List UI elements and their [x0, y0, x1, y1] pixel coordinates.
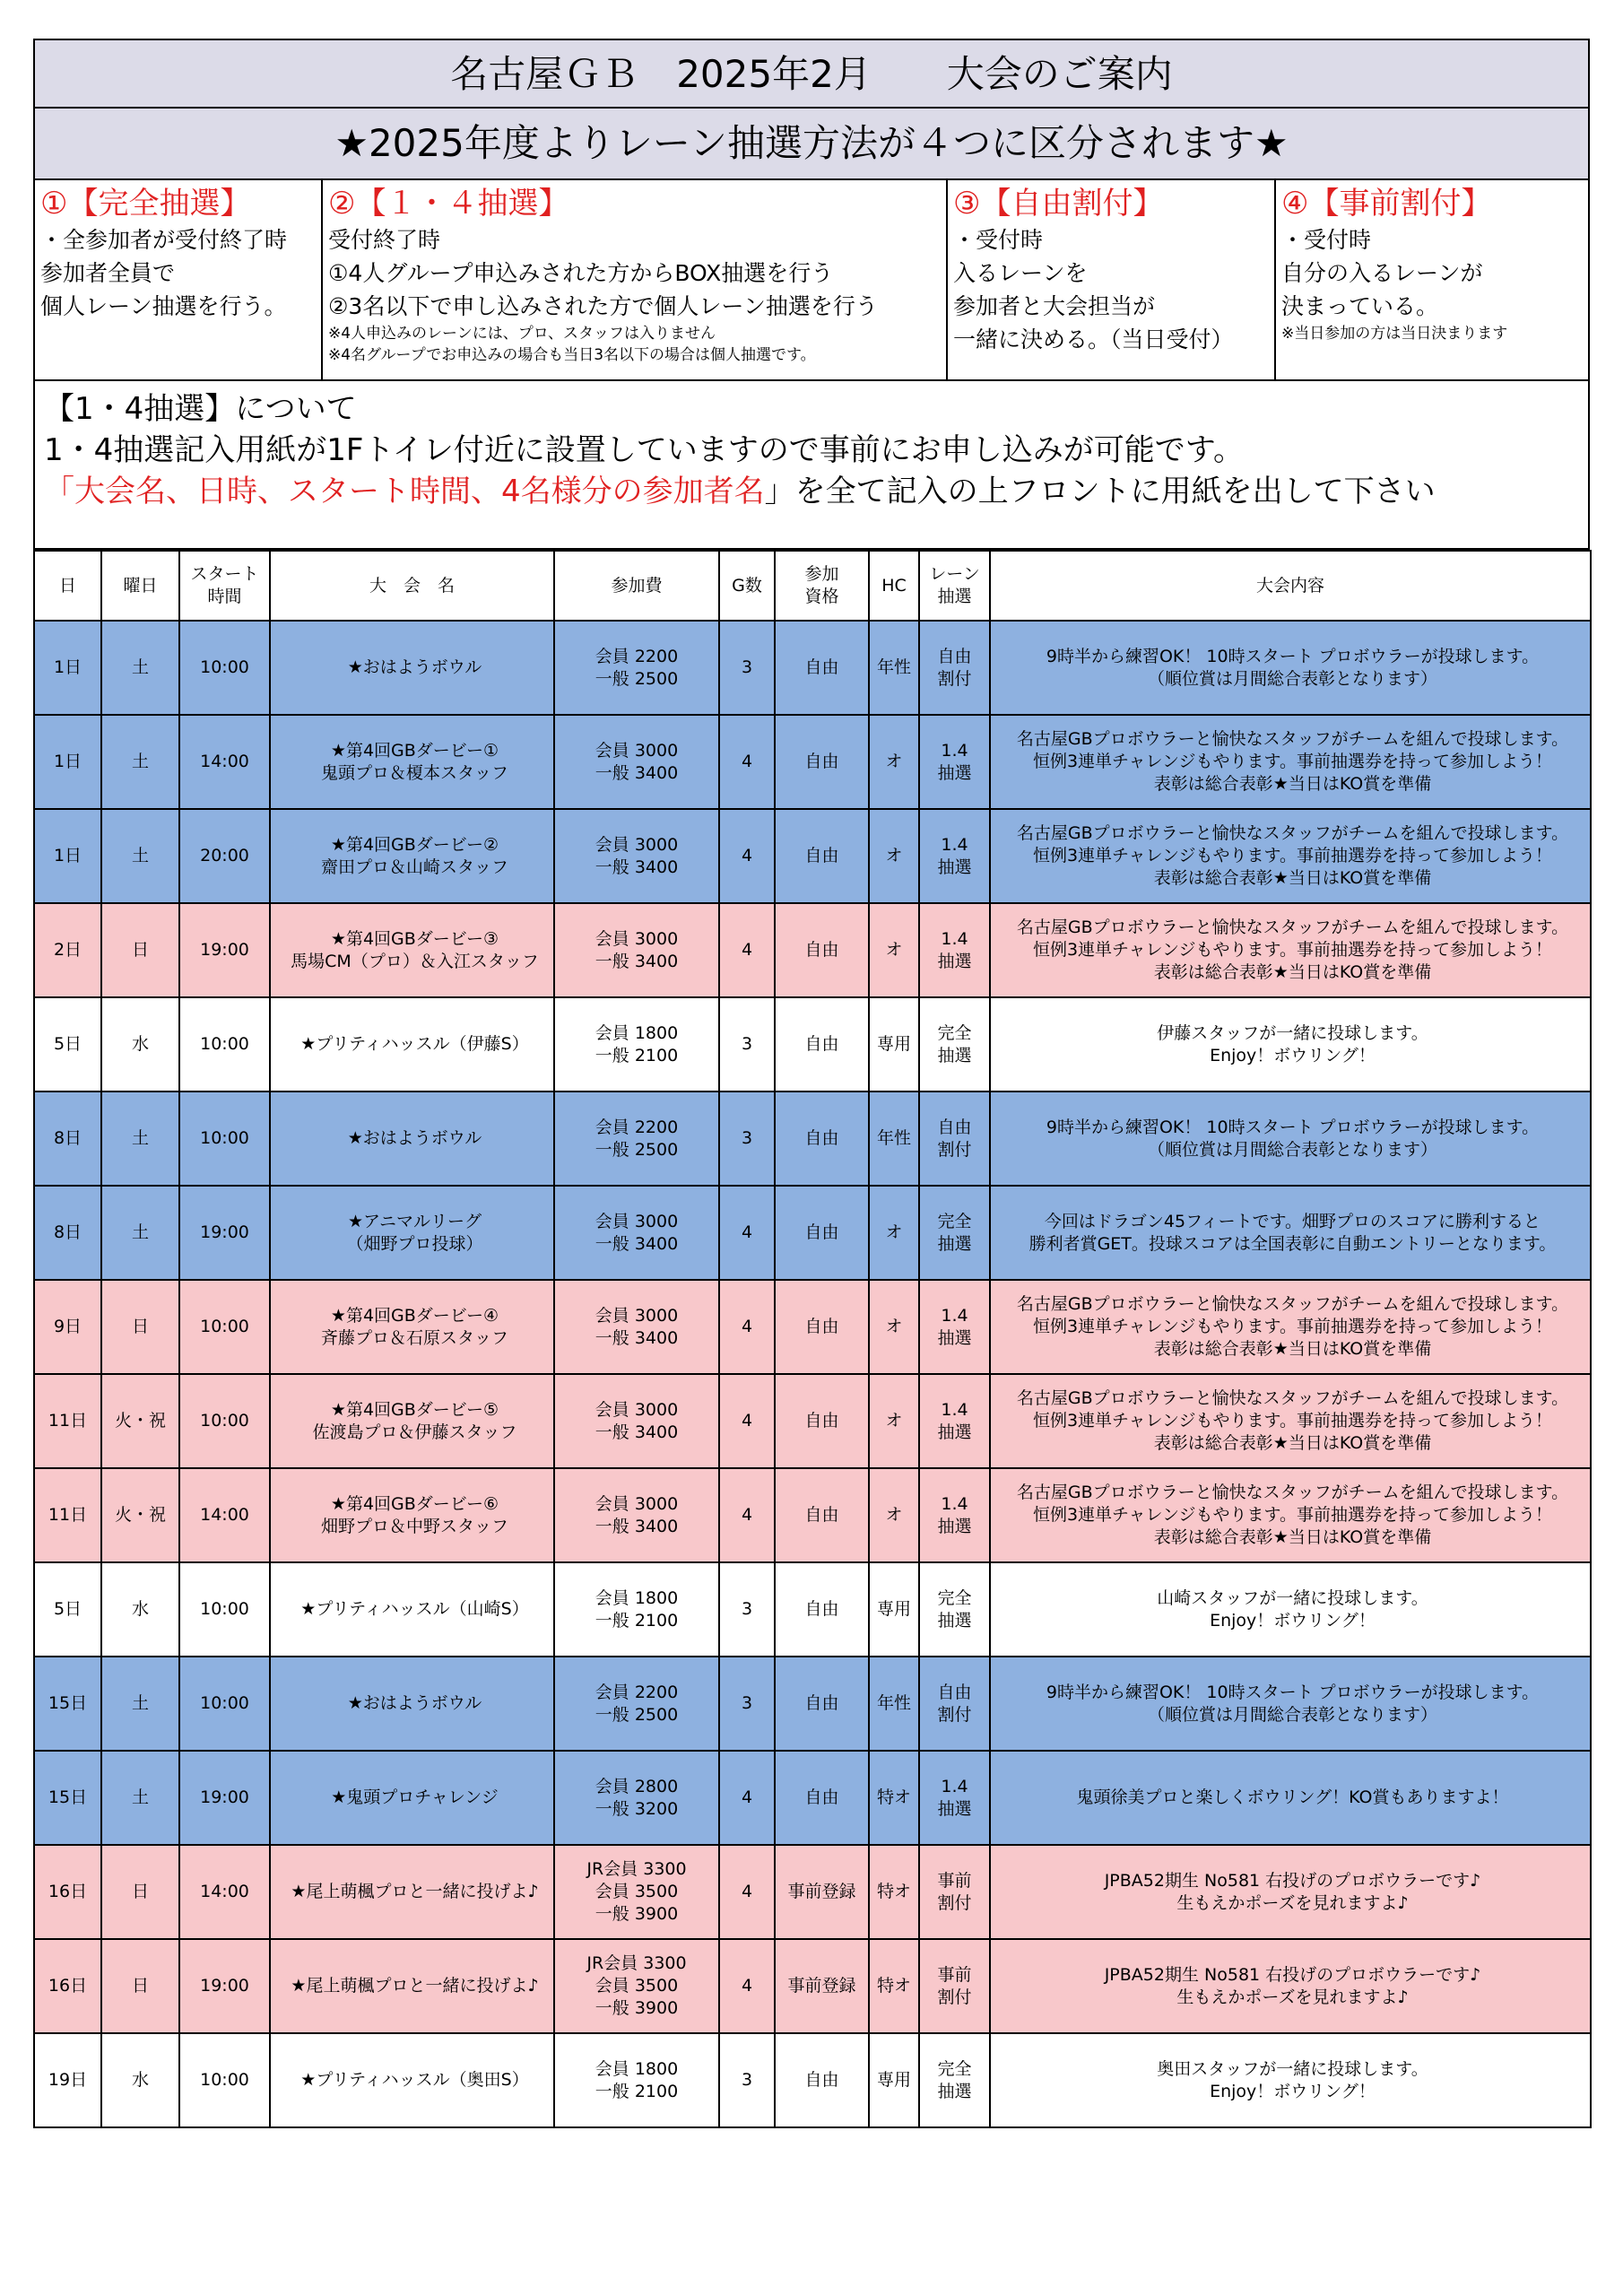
table-row [34, 997, 1591, 1091]
cell-qualification: 自由 [775, 1374, 869, 1468]
method-line: 参加者と大会担当が [953, 293, 1156, 319]
about-required-fields: 「大会名、日時、スタート時間、4名様分の参加者名 [44, 474, 765, 509]
cell-start-time: 10:00 [179, 1280, 270, 1374]
cell-games: 3 [719, 1562, 775, 1657]
about-instructions-rest: 」を全て記入の上フロントに用紙を出して下さい [764, 474, 1436, 509]
method-line: ・全参加者が受付終了時 [40, 227, 288, 253]
cell-day: 15日 [34, 1751, 101, 1845]
cell-weekday: 土 [101, 1751, 179, 1845]
table-row [34, 903, 1591, 997]
cell-event-name: ★プリティハッスル（奥田S） [270, 2033, 554, 2127]
cell-lane-draw: 自由 割付 [919, 1657, 990, 1751]
cell-handicap: 年性 [869, 1657, 919, 1751]
method-line: ・受付時 [1281, 227, 1372, 253]
cell-day: 16日 [34, 1939, 101, 2033]
cell-games: 4 [719, 1939, 775, 2033]
cell-day: 11日 [34, 1374, 101, 1468]
cell-handicap: オ [869, 1374, 919, 1468]
cell-start-time: 19:00 [179, 903, 270, 997]
col-header-event-name: 大 会 名 [270, 551, 554, 621]
cell-games: 3 [719, 1657, 775, 1751]
cell-qualification: 自由 [775, 621, 869, 715]
cell-games: 4 [719, 1186, 775, 1280]
table-row [34, 621, 1591, 715]
cell-fee: 会員 3000 一般 3400 [554, 715, 719, 809]
cell-games: 3 [719, 1091, 775, 1186]
cell-qualification: 自由 [775, 997, 869, 1091]
cell-lane-draw: 自由 割付 [919, 1091, 990, 1186]
cell-day: 19日 [34, 2033, 101, 2127]
cell-event-name: ★鬼頭プロチャレンジ [270, 1751, 554, 1845]
cell-event-name: ★第4回GBダービー④ 斉藤プロ＆石原スタッフ [270, 1280, 554, 1374]
method-1-4-draw [323, 178, 948, 379]
cell-event-name: ★おはようボウル [270, 1091, 554, 1186]
cell-fee: 会員 3000 一般 3400 [554, 1186, 719, 1280]
cell-fee: 会員 3000 一般 3400 [554, 903, 719, 997]
cell-details: 名古屋GBプロボウラーと愉快なスタッフがチームを組んで投球します。 恒例3連単チャレンジもやります。事前抽選券を持って参加しよう！ 表彰は総合表彰★当日はKO賞を準備 [990, 809, 1591, 903]
cell-event-name: ★第4回GBダービー② 齋田プロ＆山崎スタッフ [270, 809, 554, 903]
cell-weekday: 日 [101, 1845, 179, 1939]
page-subtitle: ★2025年度よりレーン抽選方法が４つに区分されます★ [33, 109, 1590, 180]
cell-qualification: 自由 [775, 1657, 869, 1751]
cell-fee: 会員 2800 一般 3200 [554, 1751, 719, 1845]
col-header-weekday: 曜日 [101, 551, 179, 621]
table-row [34, 809, 1591, 903]
col-header-handicap: HC [869, 551, 919, 621]
cell-fee: 会員 3000 一般 3400 [554, 1468, 719, 1562]
cell-day: 1日 [34, 621, 101, 715]
cell-event-name: ★プリティハッスル（伊藤S） [270, 997, 554, 1091]
page-title: 名古屋ＧＢ 2025年2月 大会のご案内 [33, 39, 1590, 109]
cell-lane-draw: 1.4 抽選 [919, 903, 990, 997]
cell-handicap: 年性 [869, 621, 919, 715]
cell-games: 4 [719, 1280, 775, 1374]
cell-event-name: ★第4回GBダービー③ 馬場CM（プロ）＆入江スタッフ [270, 903, 554, 997]
method-title: ②【１・４抽選】 [328, 186, 569, 222]
lane-draw-methods [33, 178, 1590, 381]
cell-day: 11日 [34, 1468, 101, 1562]
about-1-4-draw [33, 381, 1590, 550]
table-row [34, 1468, 1591, 1562]
cell-lane-draw: 1.4 抽選 [919, 715, 990, 809]
cell-start-time: 19:00 [179, 1939, 270, 2033]
cell-start-time: 19:00 [179, 1186, 270, 1280]
about-instructions [44, 471, 1579, 512]
cell-fee: 会員 3000 一般 3400 [554, 1374, 719, 1468]
table-row [34, 1939, 1591, 2033]
method-line: 自分の入るレーンが [1281, 260, 1483, 286]
cell-details: 9時半から練習OK！ 10時スタート プロボウラーが投球します。 （順位賞は月間総合表彰となります） [990, 1657, 1591, 1751]
cell-qualification: 自由 [775, 715, 869, 809]
cell-qualification: 自由 [775, 1562, 869, 1657]
cell-details: 奥田スタッフが一緒に投球します。 Enjoy！ボウリング！ [990, 2033, 1591, 2127]
cell-details: 9時半から練習OK！ 10時スタート プロボウラーが投球します。 （順位賞は月間総合表彰となります） [990, 621, 1591, 715]
cell-start-time: 14:00 [179, 715, 270, 809]
cell-lane-draw: 1.4 抽選 [919, 1468, 990, 1562]
cell-handicap: オ [869, 715, 919, 809]
table-row [34, 1280, 1591, 1374]
cell-event-name: ★おはようボウル [270, 621, 554, 715]
cell-handicap: 特オ [869, 1751, 919, 1845]
cell-details: 名古屋GBプロボウラーと愉快なスタッフがチームを組んで投球します。 恒例3連単チャレンジもやります。事前抽選券を持って参加しよう！ 表彰は総合表彰★当日はKO賞を準備 [990, 903, 1591, 997]
col-header-start-time: スタート 時間 [179, 551, 270, 621]
cell-qualification: 自由 [775, 2033, 869, 2127]
table-row [34, 715, 1591, 809]
cell-games: 3 [719, 2033, 775, 2127]
cell-games: 4 [719, 1374, 775, 1468]
cell-event-name: ★アニマルリーグ （畑野プロ投球） [270, 1186, 554, 1280]
method-line: ・受付時 [953, 227, 1044, 253]
cell-qualification: 自由 [775, 1280, 869, 1374]
method-line: 入るレーンを [953, 260, 1088, 286]
cell-start-time: 10:00 [179, 1091, 270, 1186]
cell-qualification: 自由 [775, 1186, 869, 1280]
cell-qualification: 自由 [775, 1091, 869, 1186]
cell-weekday: 土 [101, 809, 179, 903]
cell-day: 9日 [34, 1280, 101, 1374]
cell-lane-draw: 完全 抽選 [919, 1562, 990, 1657]
table-row [34, 1186, 1591, 1280]
cell-games: 4 [719, 715, 775, 809]
cell-start-time: 19:00 [179, 1751, 270, 1845]
method-note: ※当日参加の方は当日決まります [1281, 325, 1508, 343]
cell-games: 4 [719, 809, 775, 903]
method-note: ※4人申込みのレーンには、プロ、スタッフは入りません [328, 325, 716, 343]
cell-day: 8日 [34, 1091, 101, 1186]
cell-fee: 会員 2200 一般 2500 [554, 1091, 719, 1186]
cell-qualification: 事前登録 [775, 1845, 869, 1939]
method-line: 個人レーン抽選を行う。 [40, 293, 287, 319]
cell-event-name: ★尾上萌楓プロと一緒に投げよ♪ [270, 1939, 554, 2033]
cell-handicap: 特オ [869, 1845, 919, 1939]
col-header-fee: 参加費 [554, 551, 719, 621]
cell-handicap: オ [869, 1280, 919, 1374]
cell-start-time: 10:00 [179, 621, 270, 715]
cell-fee: 会員 2200 一般 2500 [554, 1657, 719, 1751]
cell-games: 4 [719, 1468, 775, 1562]
table-row [34, 1374, 1591, 1468]
method-line: 参加者全員で [40, 260, 176, 286]
cell-details: 9時半から練習OK！ 10時スタート プロボウラーが投球します。 （順位賞は月間総合表彰となります） [990, 1091, 1591, 1186]
cell-day: 15日 [34, 1657, 101, 1751]
table-row [34, 1657, 1591, 1751]
cell-day: 5日 [34, 1562, 101, 1657]
table-row [34, 1845, 1591, 1939]
cell-start-time: 14:00 [179, 1845, 270, 1939]
cell-handicap: 専用 [869, 1562, 919, 1657]
method-pre-assign [1276, 178, 1588, 379]
cell-lane-draw: 事前 割付 [919, 1939, 990, 2033]
cell-lane-draw: 自由 割付 [919, 621, 990, 715]
cell-weekday: 土 [101, 715, 179, 809]
about-text: 1・4抽選記入用紙が1Fトイレ付近に設置していますので事前にお申し込みが可能です。 [44, 432, 1245, 468]
cell-lane-draw: 1.4 抽選 [919, 809, 990, 903]
cell-start-time: 10:00 [179, 997, 270, 1091]
table-row [34, 2033, 1591, 2127]
cell-handicap: オ [869, 903, 919, 997]
method-line: ①4人グループ申込みされた方からBOX抽選を行う [328, 260, 834, 286]
method-line: 決まっている。 [1281, 293, 1439, 319]
cell-handicap: オ [869, 1186, 919, 1280]
cell-qualification: 自由 [775, 1751, 869, 1845]
cell-lane-draw: 1.4 抽選 [919, 1751, 990, 1845]
table-row [34, 1562, 1591, 1657]
cell-weekday: 土 [101, 621, 179, 715]
cell-games: 3 [719, 621, 775, 715]
cell-lane-draw: 完全 抽選 [919, 997, 990, 1091]
table-row [34, 1751, 1591, 1845]
cell-qualification: 事前登録 [775, 1939, 869, 2033]
cell-handicap: 専用 [869, 997, 919, 1091]
cell-day: 5日 [34, 997, 101, 1091]
cell-weekday: 土 [101, 1186, 179, 1280]
col-header-details: 大会内容 [990, 551, 1591, 621]
cell-details: 伊藤スタッフが一緒に投球します。 Enjoy！ボウリング！ [990, 997, 1591, 1091]
cell-weekday: 火・祝 [101, 1468, 179, 1562]
method-free-assign [948, 178, 1276, 379]
cell-event-name: ★第4回GBダービー⑥ 畑野プロ＆中野スタッフ [270, 1468, 554, 1562]
cell-weekday: 水 [101, 2033, 179, 2127]
cell-games: 4 [719, 1751, 775, 1845]
cell-fee: JR会員 3300 会員 3500 一般 3900 [554, 1845, 719, 1939]
cell-games: 3 [719, 997, 775, 1091]
cell-lane-draw: 1.4 抽選 [919, 1374, 990, 1468]
cell-start-time: 10:00 [179, 1374, 270, 1468]
cell-event-name: ★第4回GBダービー⑤ 佐渡島プロ＆伊藤スタッフ [270, 1374, 554, 1468]
cell-fee: 会員 1800 一般 2100 [554, 1562, 719, 1657]
cell-day: 16日 [34, 1845, 101, 1939]
tournament-schedule-table [33, 550, 1592, 2128]
cell-qualification: 自由 [775, 903, 869, 997]
table-header-row [34, 551, 1591, 621]
cell-details: 名古屋GBプロボウラーと愉快なスタッフがチームを組んで投球します。 恒例3連単チャレンジもやります。事前抽選券を持って参加しよう！ 表彰は総合表彰★当日はKO賞を準備 [990, 1468, 1591, 1562]
cell-details: 名古屋GBプロボウラーと愉快なスタッフがチームを組んで投球します。 恒例3連単チャレンジもやります。事前抽選券を持って参加しよう！ 表彰は総合表彰★当日はKO賞を準備 [990, 1374, 1591, 1468]
cell-details: 鬼頭徐美プロと楽しくボウリング！KO賞もありますよ！ [990, 1751, 1591, 1845]
cell-day: 1日 [34, 715, 101, 809]
cell-start-time: 10:00 [179, 1657, 270, 1751]
cell-start-time: 14:00 [179, 1468, 270, 1562]
col-header-lane-draw: レーン 抽選 [919, 551, 990, 621]
cell-handicap: 特オ [869, 1939, 919, 2033]
cell-fee: 会員 2200 一般 2500 [554, 621, 719, 715]
cell-details: 今回はドラゴン45フィートです。畑野プロのスコアに勝利すると 勝利者賞GET。投球スコアは全国表彰に自動エントリーとなります。 [990, 1186, 1591, 1280]
method-title: ④【事前割付】 [1281, 186, 1492, 222]
cell-event-name: ★第4回GBダービー① 鬼頭プロ＆榎本スタッフ [270, 715, 554, 809]
method-title: ③【自由割付】 [953, 186, 1164, 222]
cell-lane-draw: 完全 抽選 [919, 2033, 990, 2127]
method-line: ②3名以下で申し込みされた方で個人レーン抽選を行う [328, 293, 878, 319]
cell-details: JPBA52期生 No581 右投げのプロボウラーです♪ 生もえかポーズを見れますよ♪ [990, 1845, 1591, 1939]
cell-games: 4 [719, 903, 775, 997]
cell-day: 8日 [34, 1186, 101, 1280]
method-note: ※4名グループでお申込みの場合も当日3名以下の場合は個人抽選です。 [328, 346, 816, 364]
cell-qualification: 自由 [775, 1468, 869, 1562]
cell-weekday: 火・祝 [101, 1374, 179, 1468]
cell-weekday: 土 [101, 1657, 179, 1751]
cell-start-time: 10:00 [179, 1562, 270, 1657]
cell-weekday: 水 [101, 997, 179, 1091]
cell-fee: JR会員 3300 会員 3500 一般 3900 [554, 1939, 719, 2033]
cell-handicap: 年性 [869, 1091, 919, 1186]
cell-event-name: ★尾上萌楓プロと一緒に投げよ♪ [270, 1845, 554, 1939]
col-header-qualification: 参加 資格 [775, 551, 869, 621]
cell-lane-draw: 事前 割付 [919, 1845, 990, 1939]
cell-lane-draw: 1.4 抽選 [919, 1280, 990, 1374]
cell-fee: 会員 3000 一般 3400 [554, 809, 719, 903]
cell-handicap: オ [869, 809, 919, 903]
cell-details: 山崎スタッフが一緒に投球します。 Enjoy！ボウリング！ [990, 1562, 1591, 1657]
about-heading: 【1・4抽選】について [44, 391, 357, 427]
cell-weekday: 日 [101, 1939, 179, 2033]
cell-games: 4 [719, 1845, 775, 1939]
cell-weekday: 日 [101, 903, 179, 997]
cell-details: 名古屋GBプロボウラーと愉快なスタッフがチームを組んで投球します。 恒例3連単チャレンジもやります。事前抽選券を持って参加しよう！ 表彰は総合表彰★当日はKO賞を準備 [990, 715, 1591, 809]
cell-event-name: ★おはようボウル [270, 1657, 554, 1751]
cell-day: 1日 [34, 809, 101, 903]
cell-handicap: 専用 [869, 2033, 919, 2127]
method-full-draw [35, 178, 323, 379]
cell-details: 名古屋GBプロボウラーと愉快なスタッフがチームを組んで投球します。 恒例3連単チャレンジもやります。事前抽選券を持って参加しよう！ 表彰は総合表彰★当日はKO賞を準備 [990, 1280, 1591, 1374]
cell-lane-draw: 完全 抽選 [919, 1186, 990, 1280]
cell-start-time: 10:00 [179, 2033, 270, 2127]
cell-handicap: オ [869, 1468, 919, 1562]
cell-fee: 会員 1800 一般 2100 [554, 2033, 719, 2127]
cell-fee: 会員 3000 一般 3400 [554, 1280, 719, 1374]
cell-event-name: ★プリティハッスル（山崎S） [270, 1562, 554, 1657]
table-row [34, 1091, 1591, 1186]
cell-weekday: 水 [101, 1562, 179, 1657]
cell-weekday: 土 [101, 1091, 179, 1186]
method-line: 一緒に決める。（当日受付） [953, 326, 1234, 352]
method-title: ①【完全抽選】 [40, 186, 251, 222]
cell-start-time: 20:00 [179, 809, 270, 903]
cell-details: JPBA52期生 No581 右投げのプロボウラーです♪ 生もえかポーズを見れますよ♪ [990, 1939, 1591, 2033]
method-line: 受付終了時 [328, 227, 441, 253]
col-header-games: G数 [719, 551, 775, 621]
cell-qualification: 自由 [775, 809, 869, 903]
cell-weekday: 日 [101, 1280, 179, 1374]
col-header-day: 日 [34, 551, 101, 621]
cell-day: 2日 [34, 903, 101, 997]
cell-fee: 会員 1800 一般 2100 [554, 997, 719, 1091]
